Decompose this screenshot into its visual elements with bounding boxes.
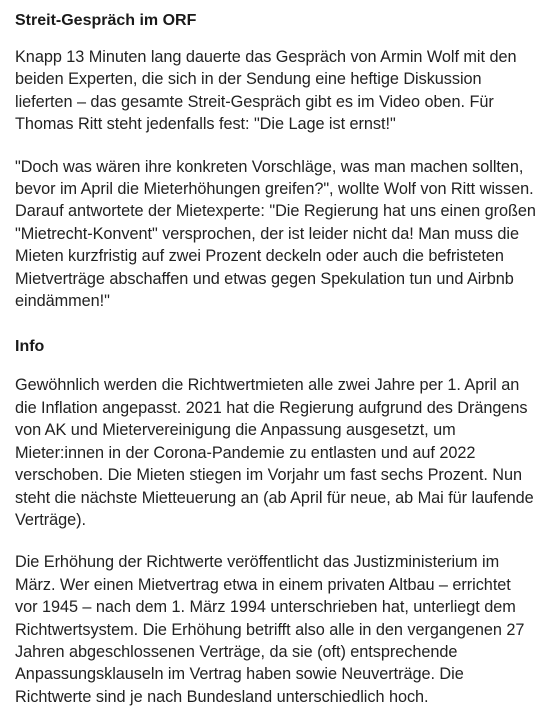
paragraph-info-richtwerte: Die Erhöhung der Richtwerte veröffentlicht das Justizministerium im März. Wer einen Mietvertrag etwa in einem privaten Altbau – errichtet vor 1945 – nach dem 1. März 1994 unterschrieben hat, unterliegt dem Richtwertsystem. Die Erhöhung betrifft also alle in den vergangenen 27 Jahren abgeschlossenen Verträge, da sie (oft) entsprechende Anpassungsklauseln im Vertrag haben sowie Neuverträge. Die Richtwerte sind je nach Bundesland unterschiedlich hoch. bbox=[15, 553, 525, 706]
paragraph-quote: "Doch was wären ihre konkreten Vorschläge, was man machen sollten, bevor im April die Mieterhöhungen greifen?", wollte Wolf von Ritt wissen. Darauf antwortete der Mietexperte: "Die Regierung hat uns einen großen "Mietrecht-Konvent" versprochen, der ist leider nicht da! Man muss die Mieten kurzfristig auf zwei Prozent deckeln oder auch die befristeten Mietverträge abschaffen und etwas gegen Spekulation tun und Airbnb eindämmen!" bbox=[15, 157, 536, 311]
paragraph-intro: Knapp 13 Minuten lang dauerte das Gespräch von Armin Wolf mit den beiden Experten, die sich in der Sendung eine heftige Diskussion lieferten – das gesamte Streit-Gespräch gibt es im Video oben. Für Thomas Ritt steht jedenfalls fest: "Die Lage ist ernst!" bbox=[15, 48, 517, 134]
paragraph-info-richtwertmieten: Gewöhnlich werden die Richtwertmieten alle zwei Jahre per 1. April an die Inflation angepasst. 2021 hat die Regierung aufgrund des Drängens von AK und Mietervereinigung die Anpassung ausgesetzt, um Mieter:innen in der Corona-Pandemie zu entlasten und auf 2022 verschoben. Die Mieten stiegen im Vorjahr um fast sechs Prozent. Nun steht die nächste Mietteuerung an (ab April für neue, ab Mai für laufende Verträge). bbox=[15, 376, 534, 529]
section-heading-info: Info bbox=[15, 338, 45, 356]
section-heading-streit-gespraech: Streit-Gespräch im ORF bbox=[15, 12, 197, 29]
